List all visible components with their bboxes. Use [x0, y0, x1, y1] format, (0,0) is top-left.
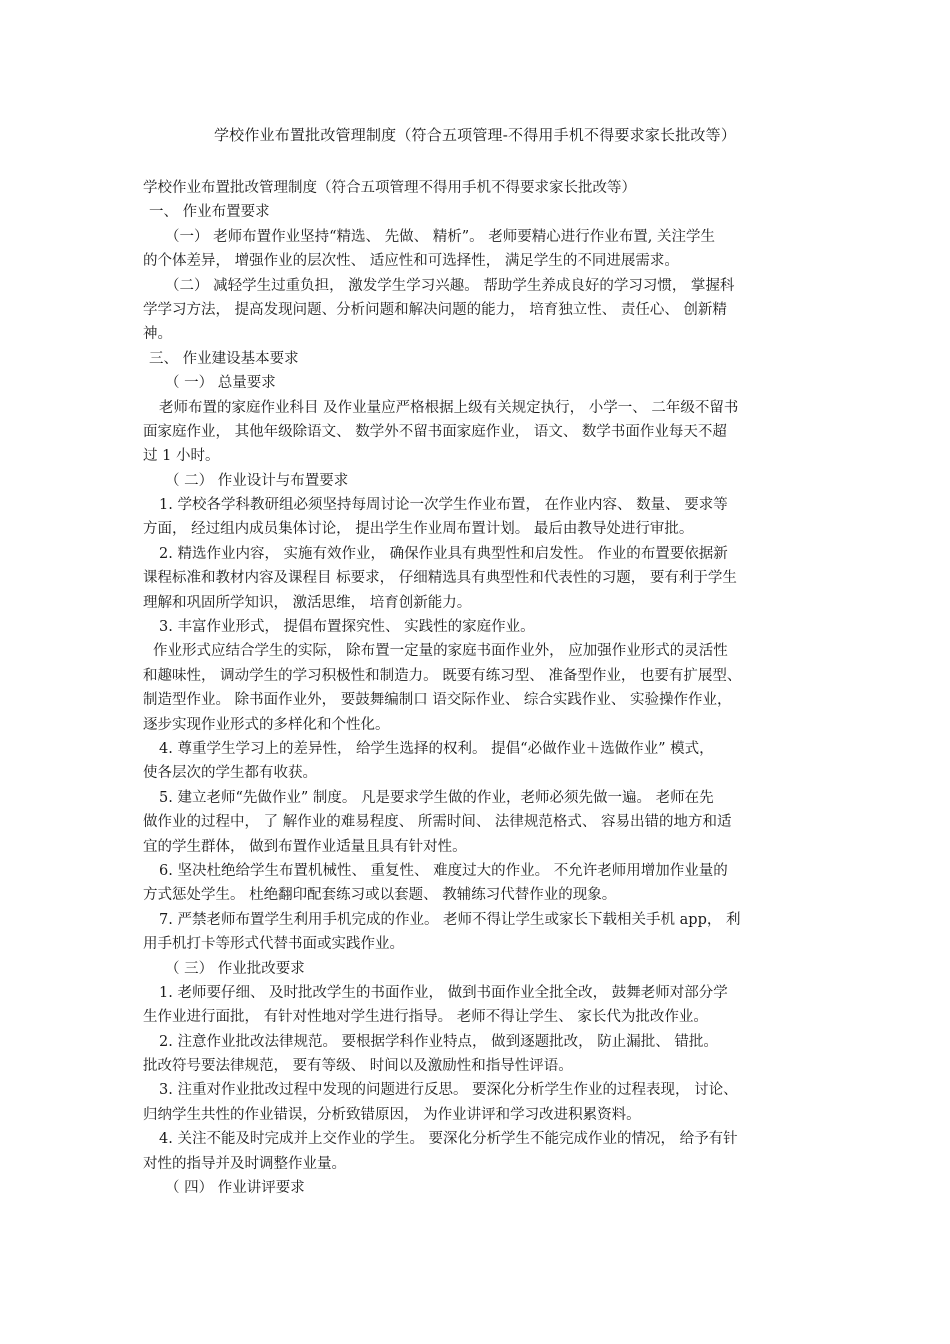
text-line: 逐步实现作业形式的多样化和个性化。: [143, 716, 390, 733]
text-line: 老师布置的家庭作业科目 及作业量应严格根据上级有关规定执行， 小学一、 二年级不留书: [159, 399, 739, 416]
text-line: （ 一） 总量要求: [165, 375, 276, 392]
text-line: （二） 减轻学生过重负担， 激发学生学习兴趣。 帮助学生养成良好的学习习惯， 掌握科: [165, 277, 735, 294]
text-line: 使各层次的学生都有收获。: [143, 765, 317, 782]
text-line: （ 三） 作业批改要求: [165, 960, 305, 977]
text-line: 做作业的过程中， 了 解作业的难易程度、 所需时间、 法律规范格式、 容易出错的地方和适: [143, 814, 732, 831]
document-title: 学校作业布置批改管理制度（符合五项管理-不得用手机不得要求家长批改等）: [213, 126, 737, 144]
text-line: 学校作业布置批改管理制度（符合五项管理不得用手机不得要求家长批改等）: [143, 180, 636, 196]
text-line: （一） 老师布置作业坚持“精选、 先做、 精析”。 老师要精心进行作业布置, 关注学生: [165, 228, 715, 245]
text-line: 和趣味性， 调动学生的学习积极性和制造力。 既要有练习型、 准备型作业， 也要有扩展型、: [143, 667, 742, 684]
text-line: 批改符号要法律规范， 要有等级、 时间以及激励性和指导性评语。: [143, 1058, 573, 1075]
text-line: 过 1 小时。: [143, 448, 220, 465]
text-line: 作业形式应结合学生的实际， 除布置一定量的家庭书面作业外， 应加强作业形式的灵活性: [153, 643, 728, 660]
text-line: 用手机打卡等形式代替书面或实践作业。: [143, 936, 404, 953]
text-line: 的个体差异， 增强作业的层次性、 适应性和可选择性， 满足学生的不同进展需求。: [143, 253, 679, 270]
text-line: 3. 注重对作业批改过程中发现的问题进行反思。 要深化分析学生作业的过程表现， 讨论、: [159, 1082, 738, 1099]
text-line: 2. 注意作业批改法律规范。 要根据学科作业特点， 做到逐题批改， 防止漏批、 错批。: [159, 1033, 718, 1050]
text-line: 归纳学生共性的作业错误，分析致错原因， 为作业讲评和学习改进积累资料。: [143, 1106, 641, 1123]
text-line: （ 四） 作业讲评要求: [165, 1180, 305, 1197]
text-line: 1. 学校各学科教研组必须坚持每周讨论一次学生作业布置， 在作业内容、 数量、 要求等: [159, 497, 728, 514]
text-line: （ 二） 作业设计与布置要求: [165, 472, 349, 489]
text-line: 2. 精选作业内容， 实施有效作业， 确保作业具有典型性和启发性。 作业的布置要依据新: [159, 545, 728, 562]
text-line: 1. 老师要仔细、 及时批改学生的书面作业， 做到书面作业全批全改， 鼓舞老师对部分学: [159, 984, 728, 1001]
text-line: 课程标准和教材内容及课程目 标要求， 仔细精选具有典型性和代表性的习题， 要有利于学生: [143, 570, 737, 587]
text-line: 4. 关注不能及时完成并上交作业的学生。 要深化分析学生不能完成作业的情况， 给予有针: [159, 1131, 738, 1148]
text-line: 生作业进行面批， 有针对性地对学生进行指导。 老师不得让学生、 家长代为批改作业。: [143, 1009, 708, 1026]
text-line: 面家庭作业， 其他年级除语文、 数学外不留书面家庭作业， 语文、 数学书面作业每天不超: [143, 423, 727, 440]
text-line: 方面， 经过组内成员集体讨论， 提出学生作业周布置计划。 最后由教导处进行审批。: [143, 521, 694, 538]
text-line: 7. 严禁老师布置学生利用手机完成的作业。 老师不得让学生或家长下载相关手机 app， 利: [159, 911, 741, 928]
text-line: 神。: [143, 326, 172, 343]
text-line: 理解和巩固所学知识， 激活思维， 培育创新能力。: [143, 594, 472, 611]
text-line: 一、 作业布置要求: [149, 204, 270, 221]
text-line: 学学习方法， 提高发现问题、分析问题和解决问题的能力， 培育独立性、 责任心、 创新精: [143, 301, 727, 318]
text-line: 5. 建立老师“先做作业” 制度。 凡是要求学生做的作业，老师必须先做一遍。 老师在先: [159, 789, 714, 806]
text-line: 方式惩处学生。 杜绝翻印配套练习或以套题、 教辅练习代替作业的现象。: [143, 887, 617, 904]
text-line: 三、 作业建设基本要求: [149, 350, 299, 367]
text-line: 4. 尊重学生学习上的差异性， 给学生选择的权利。 提倡“必做作业＋选做作业” 模式，: [159, 740, 714, 757]
text-line: 6. 坚决杜绝给学生布置机械性、 重复性、 难度过大的作业。 不允许老师用增加作业量的: [159, 862, 728, 879]
text-line: 宜的学生群体， 做到布置作业适量且具有针对性。: [143, 838, 467, 855]
text-line: 对性的指导并及时调整作业量。: [143, 1155, 346, 1172]
text-line: 制造型作业。 除书面作业外， 要鼓舞编制口 语交际作业、 综合实践作业、 实验操作作业，: [143, 692, 732, 709]
text-line: 3. 丰富作业形式， 提倡布置探究性、 实践性的家庭作业。: [159, 619, 535, 636]
document-body: [143, 176, 807, 1200]
